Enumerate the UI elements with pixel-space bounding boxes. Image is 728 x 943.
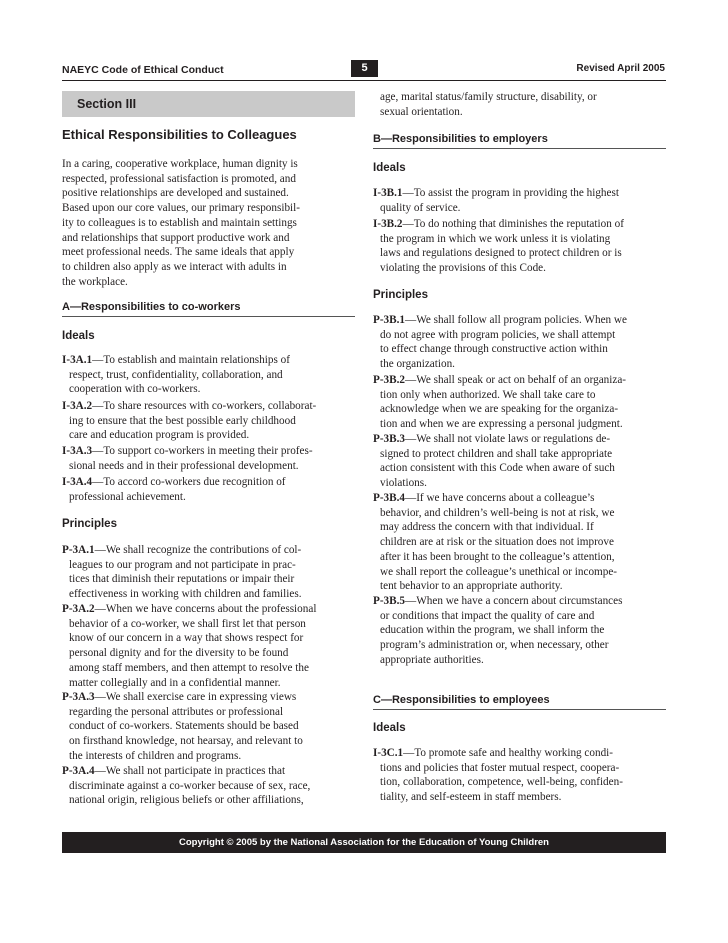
ideal-i-3a-2: I-3A.2—To share resources with co-workers, collaborat- ing to ensure that the best possible early childhood care and education program is provided. [62, 400, 317, 442]
page-number: 5 [351, 60, 378, 77]
section-label: Section III [77, 97, 137, 111]
principle-p-3a-2: P-3A.2—When we have concerns about the professional behavior of a co-worker, we shall first let that person know of our concern in a way that shows respect for personal dignity and for the diversity to be found among staff members, and then attempt to resolve the matter collegially and in a confidential manner. [62, 603, 317, 689]
part-b-rule [373, 148, 666, 149]
part-a-title: A—Responsibilities to co-workers [62, 301, 241, 313]
part-b-principles-label: Principles [373, 289, 428, 301]
ideal-i-3c-1: I-3C.1—To promote safe and healthy working condi- tions and policies that foster mutual respect, coopera- tion, collaboration, competence, well-being, confiden- tiality, and self-esteem in staff members. [373, 747, 623, 804]
copyright-footer: Copyright © 2005 by the National Association for the Education of Young Children [62, 832, 666, 853]
part-b-title: B—Responsibilities to employers [373, 133, 548, 145]
principle-p-3b-5: P-3B.5—When we have a concern about circumstances or conditions that impact the quality of care and education within the program, we shall inform the program’s administration or, when necessary, other appropriate authorities. [373, 595, 623, 666]
part-c-title: C—Responsibilities to employees [373, 694, 550, 706]
principle-p-3b-3: P-3B.3—We shall not violate laws or regulations de- signed to protect children and shall take appropriate action consistent with this Code when aware of such violations. [373, 433, 615, 490]
header-rule [62, 80, 666, 81]
principle-p-3b-4: P-3B.4—If we have concerns about a colleague’s behavior, and children’s well-being is not at risk, we may address the concern with that individual. If children are at risk or the situation does not improve after it has been brought to the colleague’s attention, we shall report the colleague’s unethical or incompe- tent behavior to an appropriate authority. [373, 492, 618, 593]
revision-date: Revised April 2005 [576, 63, 665, 74]
ideal-i-3b-2: I-3B.2—To do nothing that diminishes the reputation of the program in which we work unless it is violating laws and regulations designed to protect children or is violating the provisions of this Code. [373, 218, 624, 275]
principle-p-3a-1: P-3A.1—We shall recognize the contributions of col- leagues to our program and not participate in prac- tices that diminish their reputations or impair their effectiveness in working with children and families. [62, 544, 302, 601]
part-c-ideals-label: Ideals [373, 722, 406, 734]
principle-p-3a-4: P-3A.4—We shall not participate in practices that discriminate against a co-worker because of sex, race, national origin, religious beliefs or other affiliations, [62, 765, 311, 807]
part-c-rule [373, 709, 666, 710]
ideal-i-3a-1: I-3A.1—To establish and maintain relationships of respect, trust, confidentiality, collaboration, and cooperation with co-workers. [62, 354, 290, 396]
section-title: Ethical Responsibilities to Colleagues [62, 127, 297, 142]
part-a-principles-label: Principles [62, 518, 117, 530]
principle-p-3b-1: P-3B.1—We shall follow all program policies. When we do not agree with program policies, we shall attempt to effect change through constructive action within the organization. [373, 314, 627, 371]
part-a-rule [62, 316, 355, 317]
part-b-ideals-label: Ideals [373, 162, 406, 174]
ideal-i-3b-1: I-3B.1—To assist the program in providing the highest quality of service. [373, 187, 619, 214]
section-banner [62, 91, 355, 117]
principle-p-3a-3: P-3A.3—We shall exercise care in expressing views regarding the personal attributes or professional conduct of co-workers. Statements should be based on firsthand knowledge, not hearsay, and relevant to the interests of children and programs. [62, 691, 303, 762]
ideal-i-3a-3: I-3A.3—To support co-workers in meeting their profes- sional needs and in their professional development. [62, 445, 313, 472]
intro-paragraph: In a caring, cooperative workplace, human dignity is respected, professional satisfaction is promoted, and positive relationships are developed and sustained. Based upon our core values, our primary responsibil- ity to colleagues is to establish and maintain settings and relationships that support productive work and meet professional needs. The same ideals that apply to children also apply as we interact with adults in the workplace. [62, 158, 300, 288]
ideal-i-3a-4: I-3A.4—To accord co-workers due recognition of professional achievement. [62, 476, 286, 503]
part-a-ideals-label: Ideals [62, 330, 95, 342]
running-header-title: NAEYC Code of Ethical Conduct [62, 64, 224, 76]
principle-p-3a-4-continued: age, marital status/family structure, disability, or sexual orientation. [380, 91, 597, 118]
principle-p-3b-2: P-3B.2—We shall speak or act on behalf of an organiza- tion only when authorized. We shall take care to acknowledge when we are speaking for the organiza- tion and when we are expressing a personal judgment. [373, 374, 627, 431]
